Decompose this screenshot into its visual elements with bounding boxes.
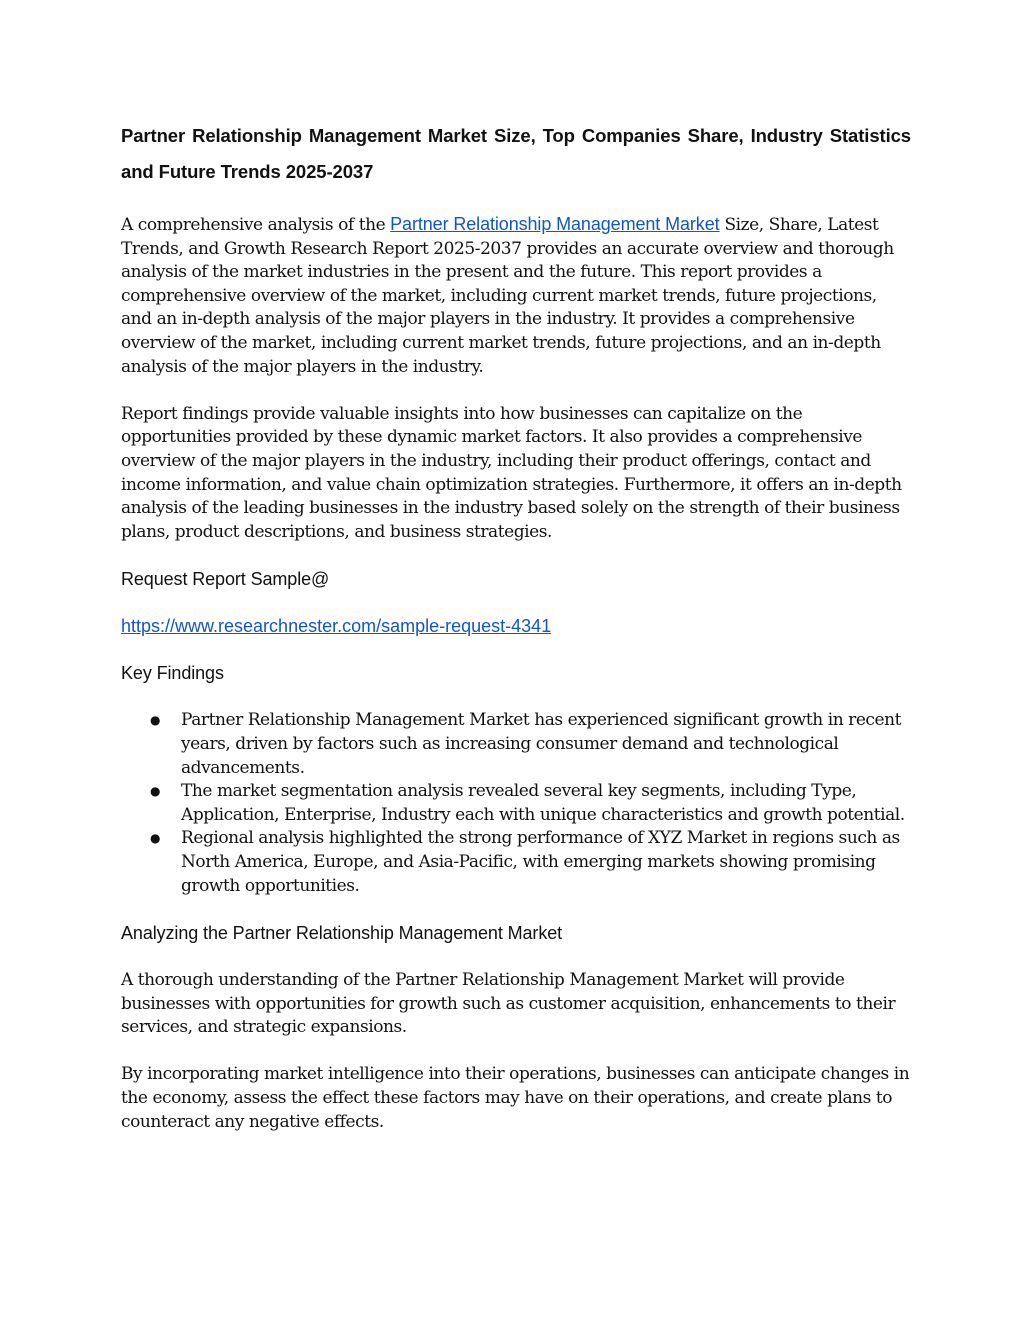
sample-link-line — [121, 615, 911, 639]
title-line-1: Partner Relationship Management Market Size, Top Companies Share, Industry Statistics — [121, 125, 911, 146]
key-findings-list — [121, 709, 911, 898]
list-item — [121, 709, 911, 780]
closing-paragraph: By incorporating market intelligence into their operations, businesses can anticipate changes in the economy, assess the effect these factors may have on their operations, and create plans to counteract any negative effects. — [121, 1064, 910, 1132]
analyzing-paragraph: A thorough understanding of the Partner Relationship Management Market will provide businesses with opportunities for growth such as customer acquisition, enhancements to their services, and strategic expansions. — [121, 970, 896, 1038]
intro-text-before: A comprehensive analysis of the — [121, 215, 391, 235]
list-item-text: The market segmentation analysis revealed several key segments, including Type, Application, Enterprise, Industry each with unique characteristics and growth potential. — [181, 781, 905, 825]
bullet-icon: ● — [150, 713, 161, 728]
intro-paragraph — [121, 213, 911, 379]
document-title — [121, 118, 911, 190]
title-line-2: and Future Trends 2025-2037 — [121, 161, 374, 182]
report-findings-paragraph: Report findings provide valuable insights into how businesses can capitalize on the opportunities provided by these dynamic market factors. It also provides a comprehensive overview of the major players in the industry, including their product offerings, contact and income information, and value chain optimization strategies. Furthermore, it offers an in-depth analysis of the leading businesses in the industry based solely on the strength of their business plans, product descriptions, and business strategies. — [121, 403, 902, 542]
bullet-icon: ● — [150, 784, 161, 799]
sample-request-link[interactable]: https://www.researchnester.com/sample-request-4341 — [121, 616, 552, 637]
list-item — [121, 780, 911, 827]
document-page — [121, 118, 911, 1134]
intro-text-after: Size, Share, Latest Trends, and Growth Research Report 2025-2037 provides an accurate overview and thorough analysis of the market industries in the present and the future. This report provides a comprehensive overview of the market, including current market trends, future projections, and an in-depth analysis of the major players in the industry. It provides a comprehensive overview of the market, including current market trends, future projections, and an in-depth analysis of the major players in the industry. — [121, 215, 894, 377]
analyzing-heading: Analyzing the Partner Relationship Management Market — [121, 922, 563, 943]
key-findings-heading: Key Findings — [121, 663, 224, 684]
list-item-text: Regional analysis highlighted the strong performance of XYZ Market in regions such as North America, Europe, and Asia-Pacific, with emerging markets showing promising growth opportunities. — [181, 828, 900, 896]
bullet-icon: ● — [150, 831, 161, 846]
market-report-link[interactable]: Partner Relationship Management Market — [390, 214, 720, 234]
list-item — [121, 827, 911, 898]
list-item-text: Partner Relationship Management Market has experienced significant growth in recent years, driven by factors such as increasing consumer demand and technological advancements. — [181, 710, 901, 778]
request-sample-heading: Request Report Sample@ — [121, 568, 330, 589]
